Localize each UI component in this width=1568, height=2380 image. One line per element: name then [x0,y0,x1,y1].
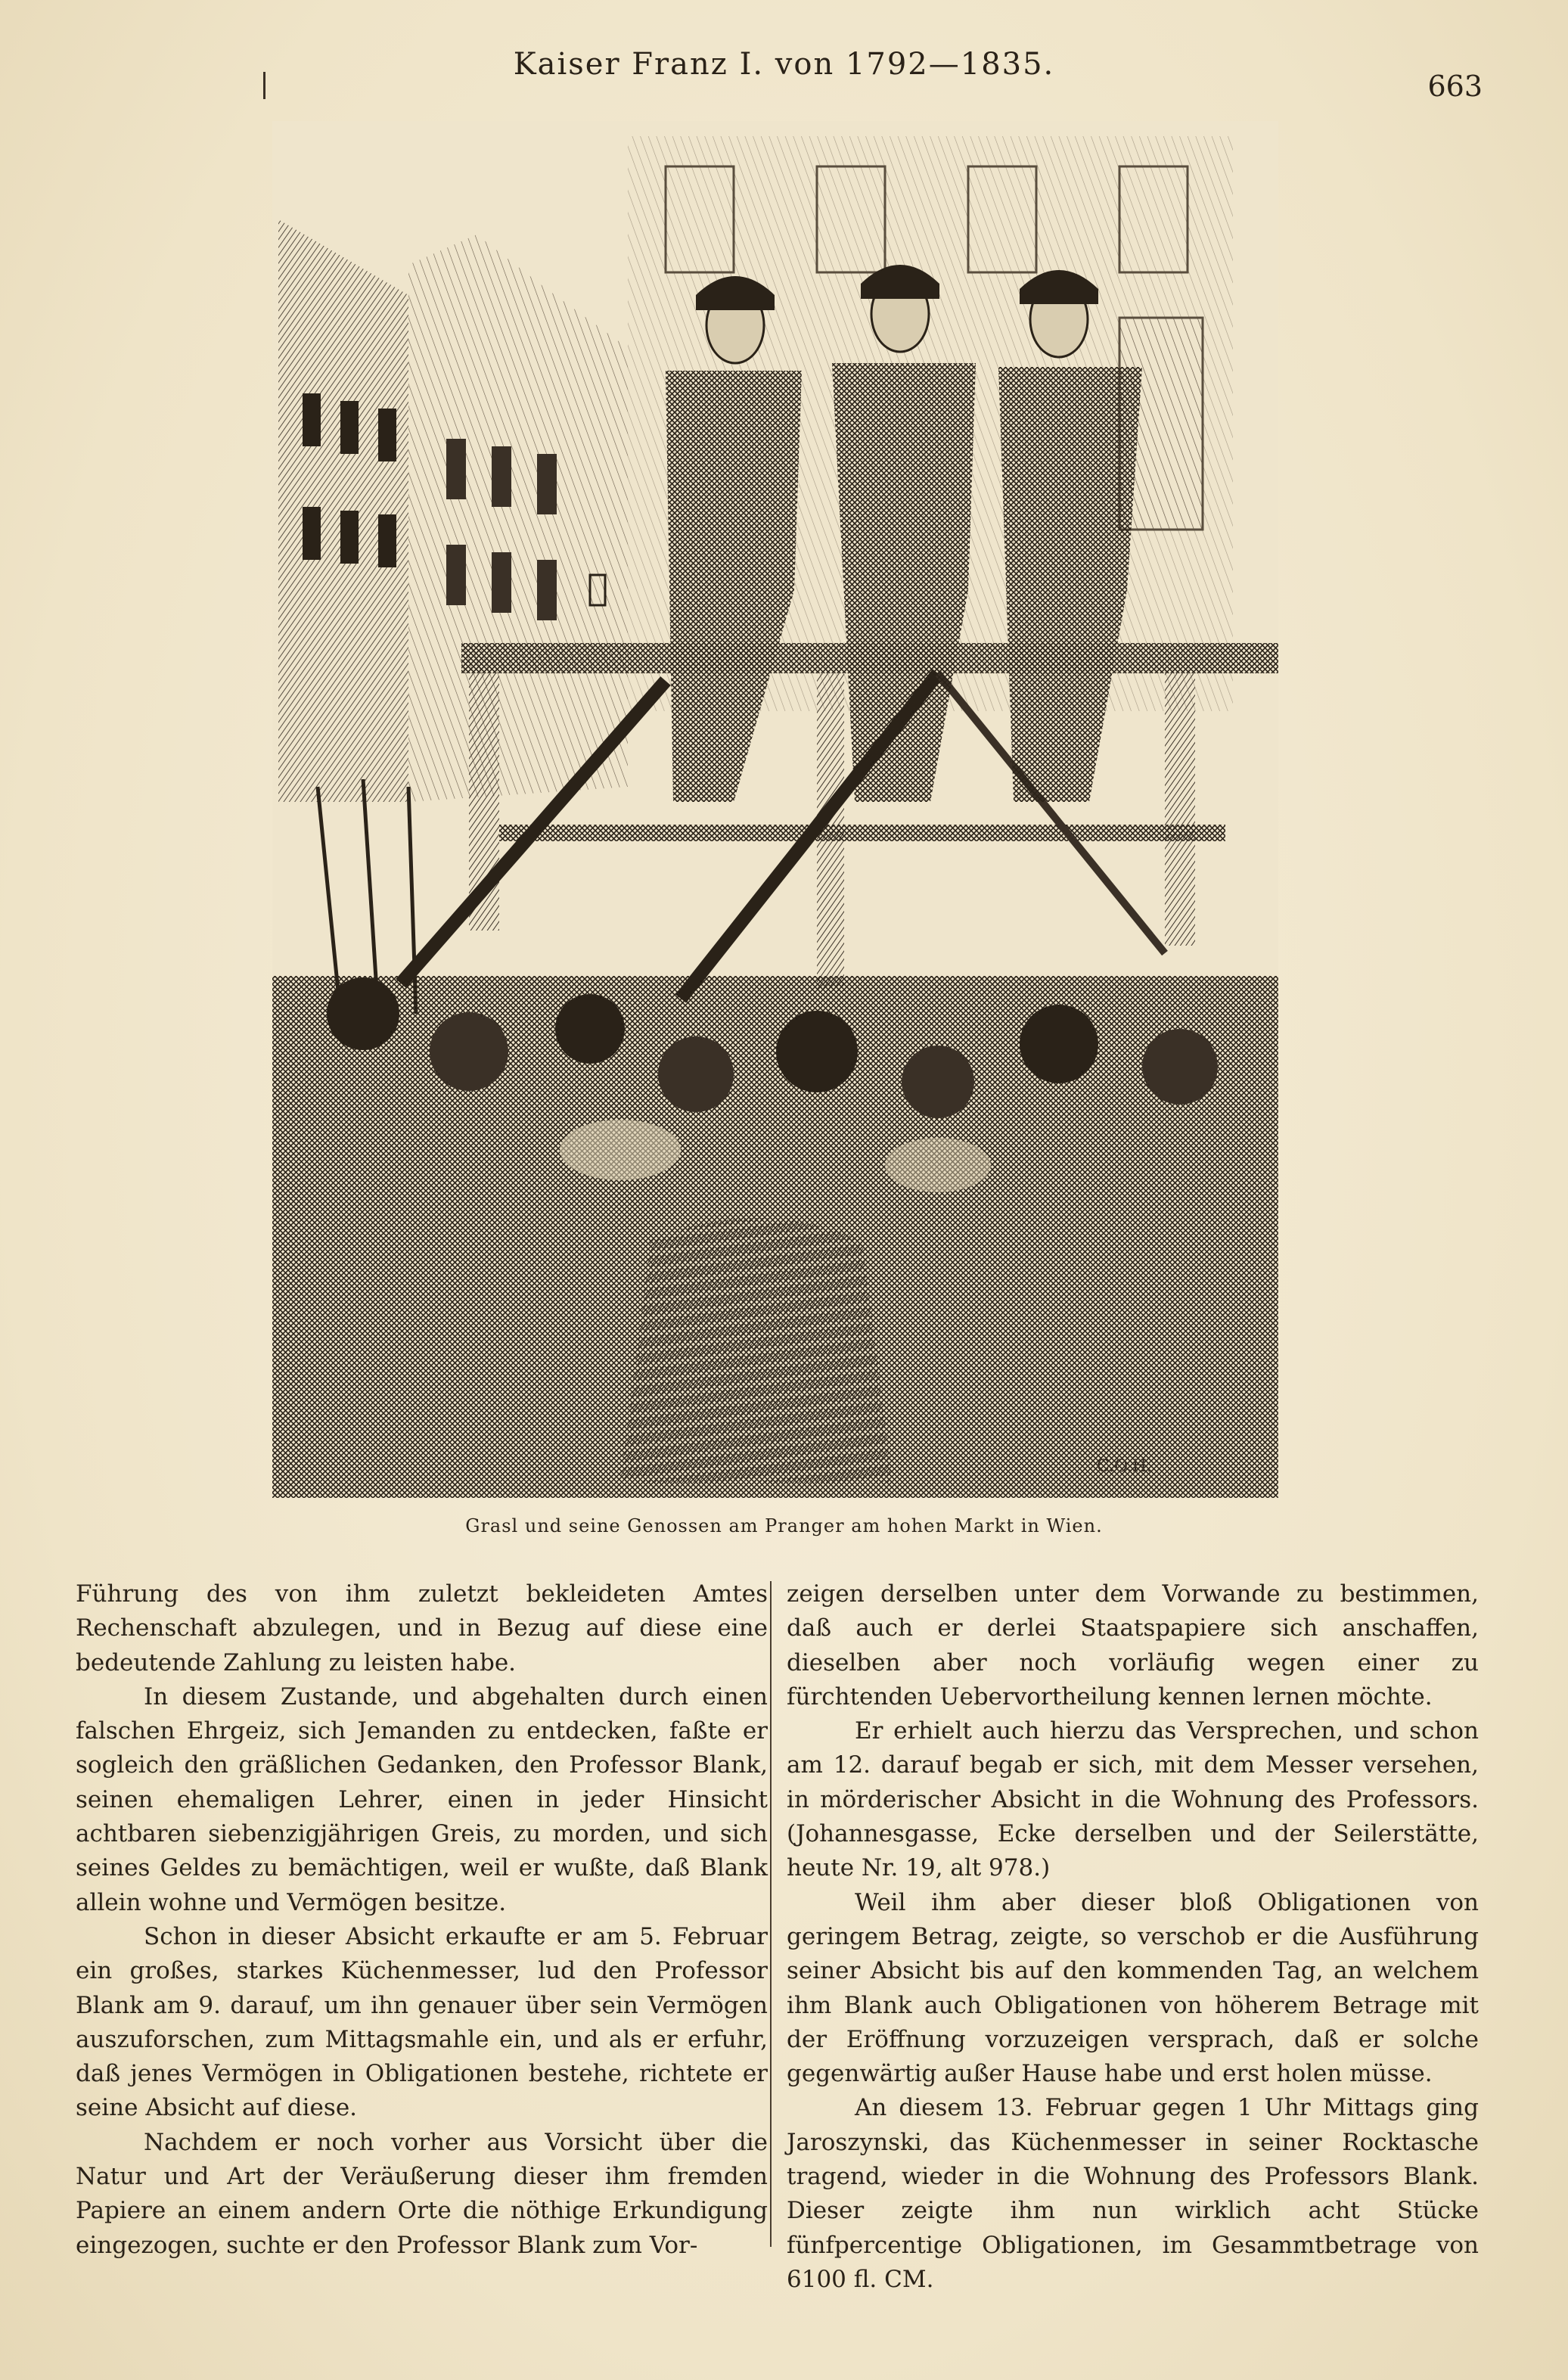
text-column-left [76,1577,768,2263]
running-header: Kaiser Franz I. von 1792—1835. [513,47,1055,82]
engraving-illustration [272,121,1278,1498]
paragraph: Nachdem er noch vorher aus Vorsicht über die Natur und Art der Veräußerung dieser ihm fremden Papiere an einem andern Orte die nöthige Erkundigung eingezogen, suchte er den Professor Blank zum Vor- [76,2128,768,2259]
figure-caption: Grasl und seine Genossen am Pranger am hohen Markt in Wien. [465,1515,1103,1536]
artist-signature: C.O.H. [1097,1457,1152,1476]
pillory-engraving [272,121,1278,1498]
page-number: 663 [1427,70,1483,103]
paragraph: Schon in dieser Absicht erkaufte er am 5. Februar ein großes, starkes Küchenmesser, lud den Professor Blank am 9. darauf, um ihn genauer über sein Vermögen auszuforschen, zum Mittagsmahle ein, und als er erfuhr, daß jenes Vermögen in Obligationen bestehe, richtete er seine Absicht auf diese. [76,1922,768,2122]
paragraph: Führung des von ihm zuletzt bekleideten Amtes Rechenschaft abzulegen, und in Bezug auf diese eine bedeutende Zahlung zu leisten habe. [76,1580,768,1676]
text-column-right [787,1577,1479,2297]
paragraph: An diesem 13. Februar gegen 1 Uhr Mittags ging Jaroszynski, das Küchenmesser in seiner Rocktasche tragend, wieder in die Wohnung des Professors Blank. Dieser zeigte ihm nun wirklich acht Stücke fünfpercentige Obligationen, im Gesammtbetrage von 6100 fl. CM. [787,2094,1479,2293]
paragraph: zeigen derselben unter dem Vorwande zu bestimmen, daß auch er derlei Staatspapiere sich anschaffen, dieselben aber noch vorläufig wegen einer zu fürchtenden Uebervortheilung kennen lernen möchte. [787,1580,1479,1710]
column-divider [770,1581,772,2247]
paragraph: In diesem Zustande, und abgehalten durch einen falschen Ehrgeiz, sich Jemanden zu entdecken, faßte er sogleich den gräßlichen Gedanken, den Professor Blank, seinen ehemaligen Lehrer, einen in jeder Hinsicht achtbaren siebenzigjährigen Greis, zu morden, und sich seines Geldes zu bemächtigen, weil er wußte, daß Blank allein wohne und Vermögen besitze. [76,1682,768,1916]
paragraph: Er erhielt auch hierzu das Versprechen, und schon am 12. darauf begab er sich, mit dem Messer versehen, in mörderischer Absicht in die Wohnung des Professors. (Johannesgasse, Ecke derselben und der Seilerstätte, heute Nr. 19, alt 978.) [787,1717,1479,1882]
paragraph: Weil ihm aber dieser bloß Obligationen von geringem Betrag, zeigte, so verschob er die Ausführung seiner Absicht bis auf den kommenden Tag, an welchem ihm Blank auch Obligationen von höherem Betrage mit der Eröffnung vorzuzeigen versprach, daß er solche gegenwärtig außer Hause habe und erst holen müsse. [787,1888,1479,2088]
